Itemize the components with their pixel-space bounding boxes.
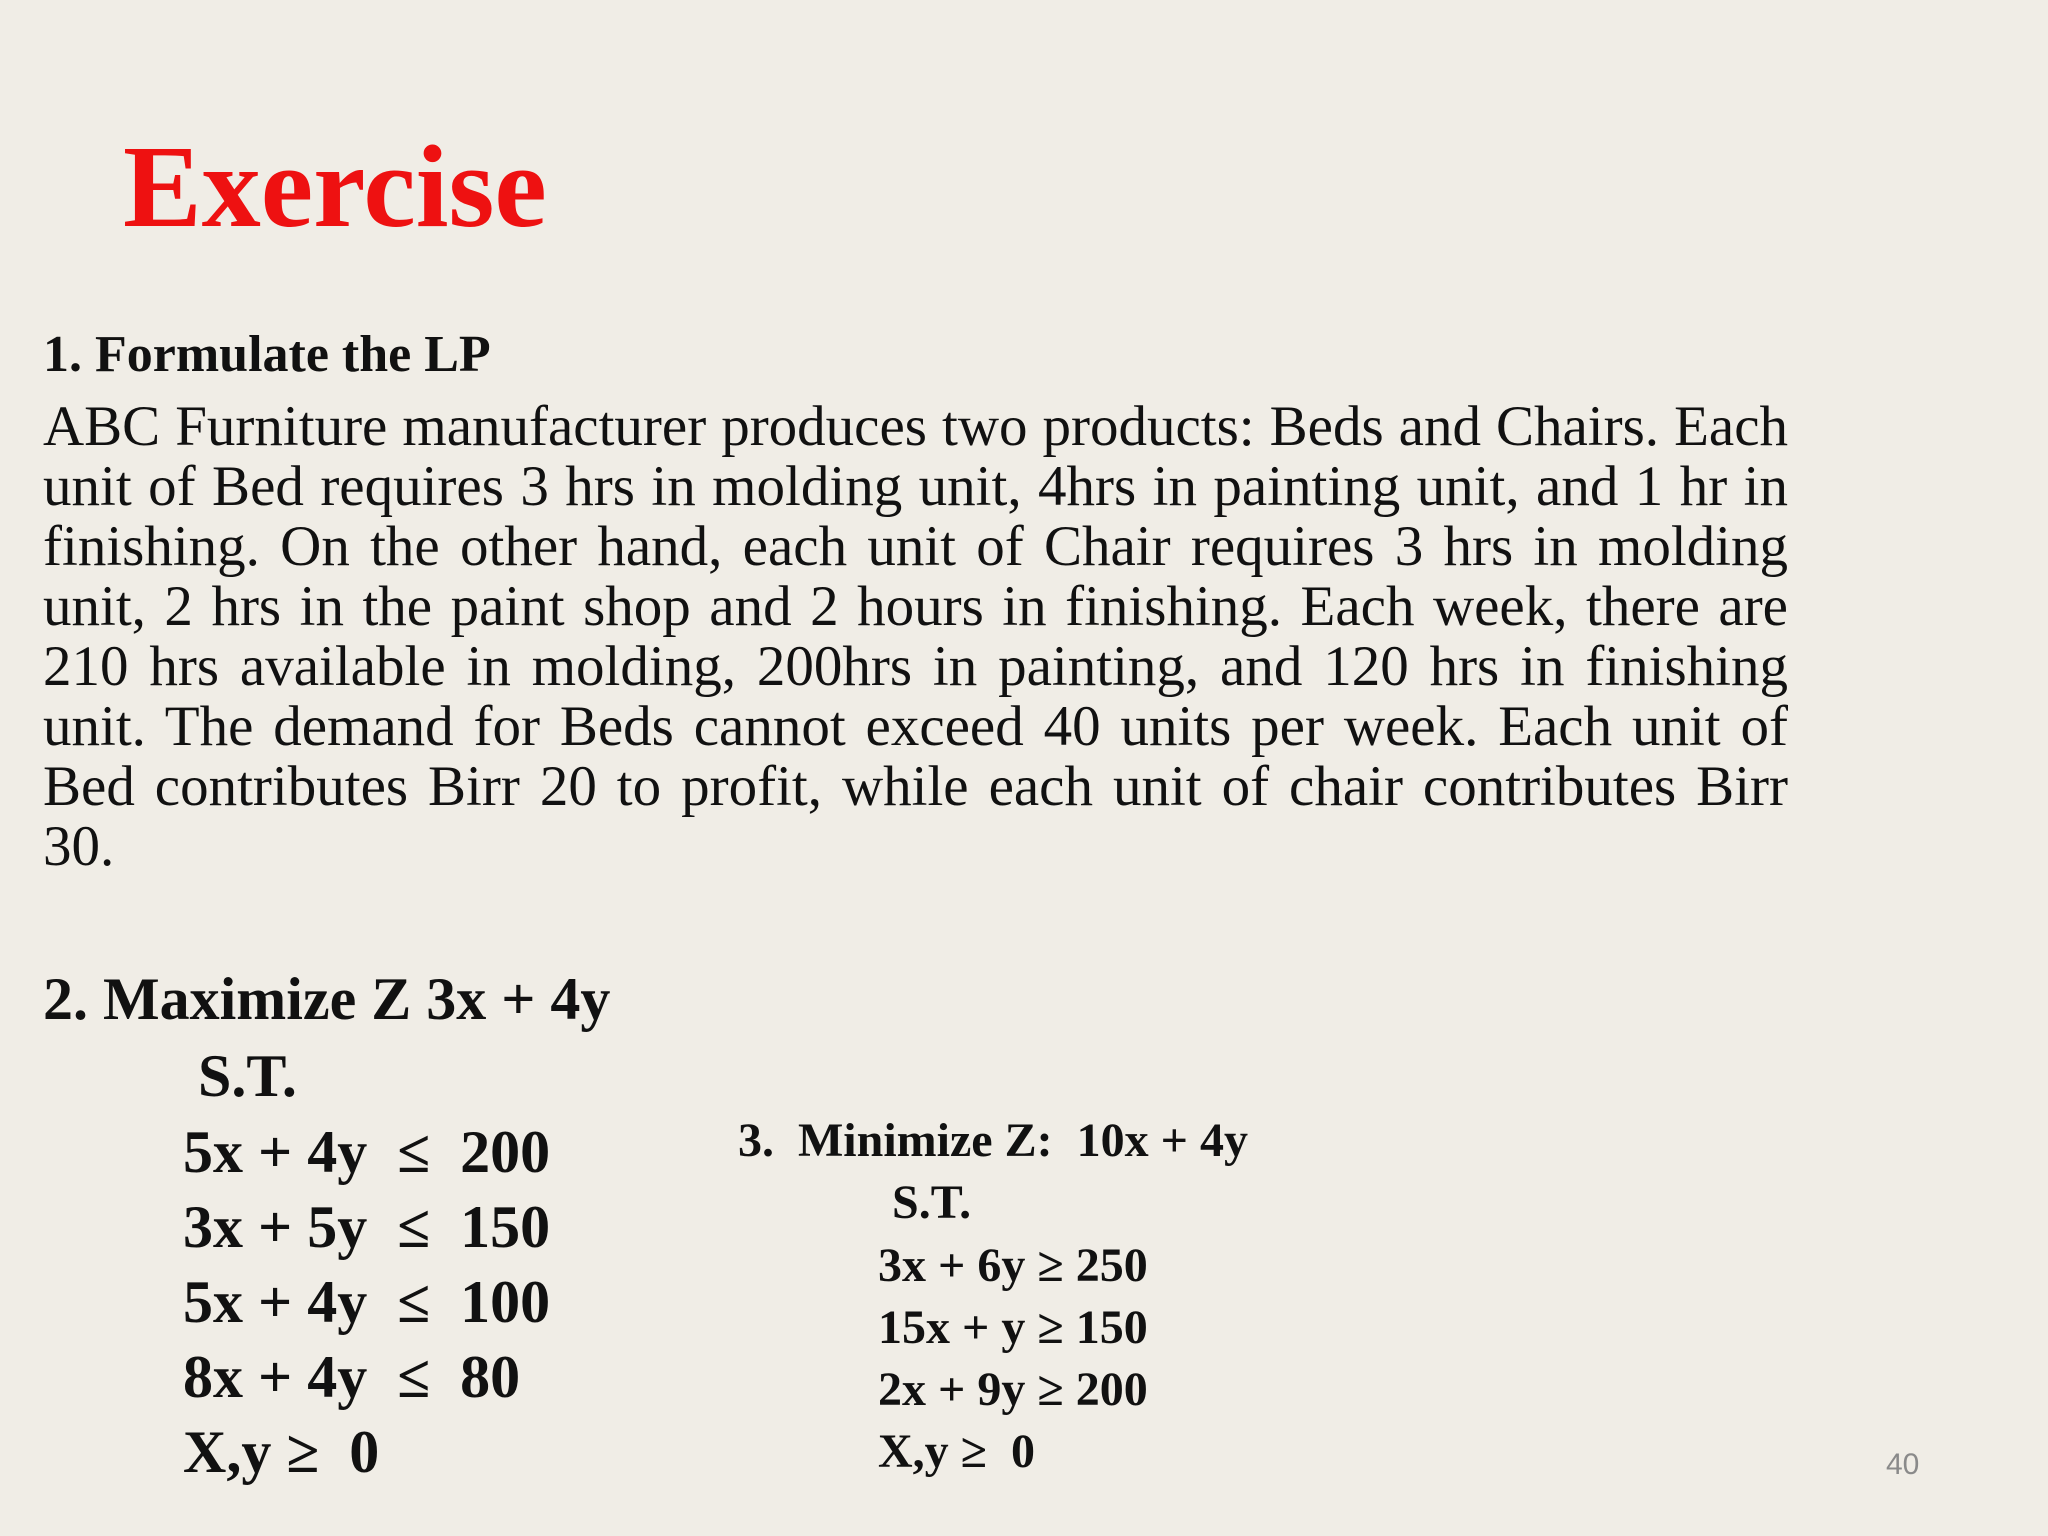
section2-constraint: 3x + 5y ≤ 150 [183,1194,551,1260]
section3-nonnegativity: X,y ≥ 0 [878,1425,1036,1478]
problem-paragraph: ABC Furniture manufacturer produces two products: Beds and Chairs. Each unit of Bed requires 3 hrs in molding unit, 4hrs in painting unit, and 1 hr in finishing. On the other hand, each unit of Chair requires 3 hrs in molding unit, 2 hrs in the paint shop and 2 hours in finishing. Each week, there are 210 hrs available in molding, 200hrs in painting, and 120 hrs in finishing unit. The demand for Beds cannot exceed 40 units per week. Each unit of Bed contributes Birr 20 to profit, while each unit of chair contributes Birr 30. [43,395,1788,878]
section2-objective: 2. Maximize Z 3x + 4y [43,966,611,1032]
slide-title: Exercise [123,121,547,252]
section3-constraint: 15x + y ≥ 150 [878,1301,1148,1354]
section2-constraint: 8x + 4y ≤ 80 [183,1344,521,1410]
section3-objective: 3. Minimize Z: 10x + 4y [738,1114,1248,1167]
section2-subject-to: S.T. [198,1043,297,1109]
section3-subject-to: S.T. [892,1176,972,1229]
section3-constraint-list [878,1235,1148,1483]
section2-constraint: 5x + 4y ≤ 200 [183,1119,551,1185]
section2-nonnegativity: X,y ≥ 0 [183,1419,380,1485]
section2-constraint: 5x + 4y ≤ 100 [183,1269,551,1335]
section1-heading: 1. Formulate the LP [43,326,491,383]
section2-constraint-list [183,1115,550,1490]
section3-constraint: 2x + 9y ≥ 200 [878,1363,1148,1416]
section3-constraint: 3x + 6y ≥ 250 [878,1239,1148,1292]
slide-number: 40 [1886,1448,1920,1481]
